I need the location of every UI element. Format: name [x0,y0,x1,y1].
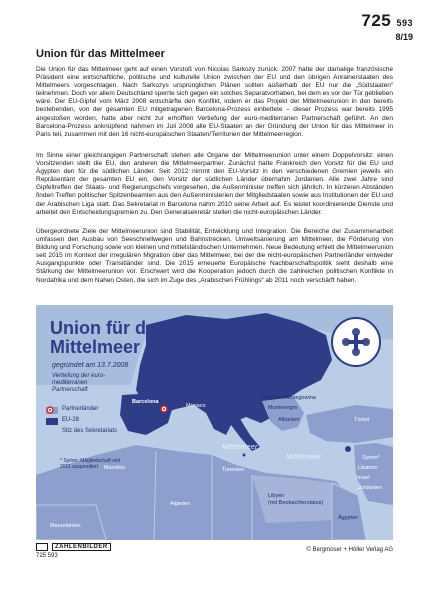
footer-number: 725 593 [36,553,58,559]
label-syrien: Syrien* [362,455,380,461]
syria-footnote: * Syrien: Mitgliedschaft seit 2011 suspendiert [60,458,121,470]
footer-copyright: © Bergmoser + Höller Verlag AG [306,547,393,553]
label-tuerkei: Türkei [354,417,370,423]
page-title: Union für das Mittelmeer [36,48,165,60]
label-tunesien: Tunesien [222,467,245,473]
secretariat-icon [46,406,54,414]
legend-item-secretariat: Sitz des Sekretariats [46,428,138,436]
map-egypt [332,483,366,540]
label-libanon: Libanon [358,465,378,471]
page-number-block [361,12,413,42]
map-legend [46,406,138,439]
map-figure [36,305,393,540]
paragraph-intro: Die Union für das Mittelmeer geht auf einen Vorstoß von Nicolas Sarkozy zurück. 2007 hatte der damalige französische Präsident eine wirtschaftliche, politische und kulturelle Union zwischen der EU und den übrigen Anrainerstaaten des Mittelmeers vorgeschlagen. Nach Sarkozys ursprünglichen Plänen sollten außerhalb der EU nur die „Südstaaten“ teilnehmen. Doch vor allem Deutschland sperrte sich gegen ein solches Separatvorhaben, bei dem es vor der Tür geblieben wäre. Der EU-Gipfel vom März 2008 entschärfte den Konflikt, indem er das Projekt der Mittelmeerunion in den bereits bestehenden, von der gesamten EU mitgetragenen Barcelona-Prozess einbettete – dieser Prozess war bereits 1995 angestoßen worden, hatte aber nicht zur erhofften Vertiefung der euro-mediterranen Partnerschaft geführt. An den Barcelona-Prozess anknüpfend nahmen im Juli 2008 alle EU-Staaten an der Gründung der Union für das Mittelmeer in Paris teil, zusammen mit den 16 nicht-europäischen Staaten/Territorien der Mittelmeerregion. [36,66,393,138]
map-balkans-partners [262,397,304,431]
label-bosnien: Bosnien-Herzegowina [262,395,316,401]
union-logo-icon [333,319,379,365]
union-logo [331,317,381,367]
map-libya [252,475,336,523]
map-title: Union für das Mittelmeer [50,318,166,357]
map-malta [243,454,246,457]
secretariat-marker-dot [163,408,165,410]
label-israel: Israel [356,475,370,481]
label-aegypten: Ägypten [338,515,359,521]
label-mauretanien: Mauretanien [50,523,81,529]
sheet-number: 725 593 [361,11,413,30]
label-barcelona: Barcelona [132,399,159,405]
map-description: Vertiefung der euro-mediterranen Partnerschaft [52,373,106,393]
legend-item-partner: Partnerländer [46,406,138,414]
label-jordanien: Jordanien [358,485,383,491]
footer-brand-label: ZAHLENBILDER [52,543,111,551]
label-algerien: Algerien [170,501,191,507]
map-turkey [306,405,393,443]
legend-swatch-eu [46,418,58,425]
paragraph-goals: Übergeordnete Ziele der Mittelmeerunion sind Stabilität, Entwicklung und Integration. Die Bereiche der Zusammenarbeit umfassen den Ausbau von Seeschnellwegen und Bahnstrecken, Umweltsanierung am Mittelmeer, die Förderung von Bildung und Forschung sowie von kleinen und mittelständischen Unternehmen. Neue Bedeutung erhielt die Mittelmeerunion seit 2015 im Kontext der irregulären Migration über das Mittelmeer, bei der die nicht-europäischen Partnerländer entweder Ausgangspunkte oder Transitländer sind. Die 2015 erneuerte Europäische Nachbarschaftspolitik sieht deshalb eine Stärkung der Mittelmeerunion vor. Erschwert wird die Kooperation jedoch durch die zahlreichen politischen Konflikte in Nordafrika und dem Nahen Osten, die sich im Zuge des „Arabischen Frühlings“ ab 2011 noch verschärft haben. [36,228,393,284]
label-marokko: Marokko [104,465,126,471]
footer-brand [36,543,111,551]
zahlenbilder-logo-icon [36,543,48,551]
legend-swatch-secretariat [46,429,58,436]
label-libyen-note: (mit Beobachterstatus) [268,500,324,506]
legend-item-eu: EU-28 [46,417,138,425]
label-sea-2: Mittelmeer [286,454,322,461]
map-subtitle: gegründet am 13.7.2008 [52,362,129,369]
map-cyprus [345,446,351,452]
edition-date: 8/19 [395,32,413,42]
label-monaco: Monaco [186,403,206,409]
label-albanien: Albanien [278,417,300,423]
label-montenegro: Montenegro [268,405,298,411]
map-levant [354,443,393,505]
label-sea-1: Mittelmeer [222,444,258,451]
sheet-number-suffix: 593 [396,18,413,28]
label-libyen: Libyen [268,493,285,499]
paragraph-organs: Im Sinne einer gleichrangigen Partnerschaft stehen alle Organe der Mittelmeerunion unter einem Doppelvorsitz: einen Vorsitzenden stellt die EU, den anderen die Mittelmeerpartner. Zunächst hatte Frankreich den Vorsitz für die EU und Ägypten den für die südlichen Länder. Seit 2012 nimmt den EU-Vorsitz in den verschiedenen Gremien jeweils ein Repräsentant der gesamten EU ein, den Vorsitz der südlichen Länder übernahm Jordanien. Alle zwei Jahre sind Gipfeltreffen der Staats- und Regierungschefs vorgesehen, die Außenminister treffen sich jährlich. In kürzeren Abständen finden Treffen politischer Spitzenbeamten aus den Außenministerien der Mitgliedstaaten sowie aus Institutionen der EU und der Arabischen Liga statt. Das Sekretariat in Barcelona nahm 2010 seine Arbeit auf. Es leistet koordinierende Dienste und arbeitet den Entscheidungsgremien zu. Den Generalsekretär stellen die nicht-europäischen Länder. [36,152,393,216]
